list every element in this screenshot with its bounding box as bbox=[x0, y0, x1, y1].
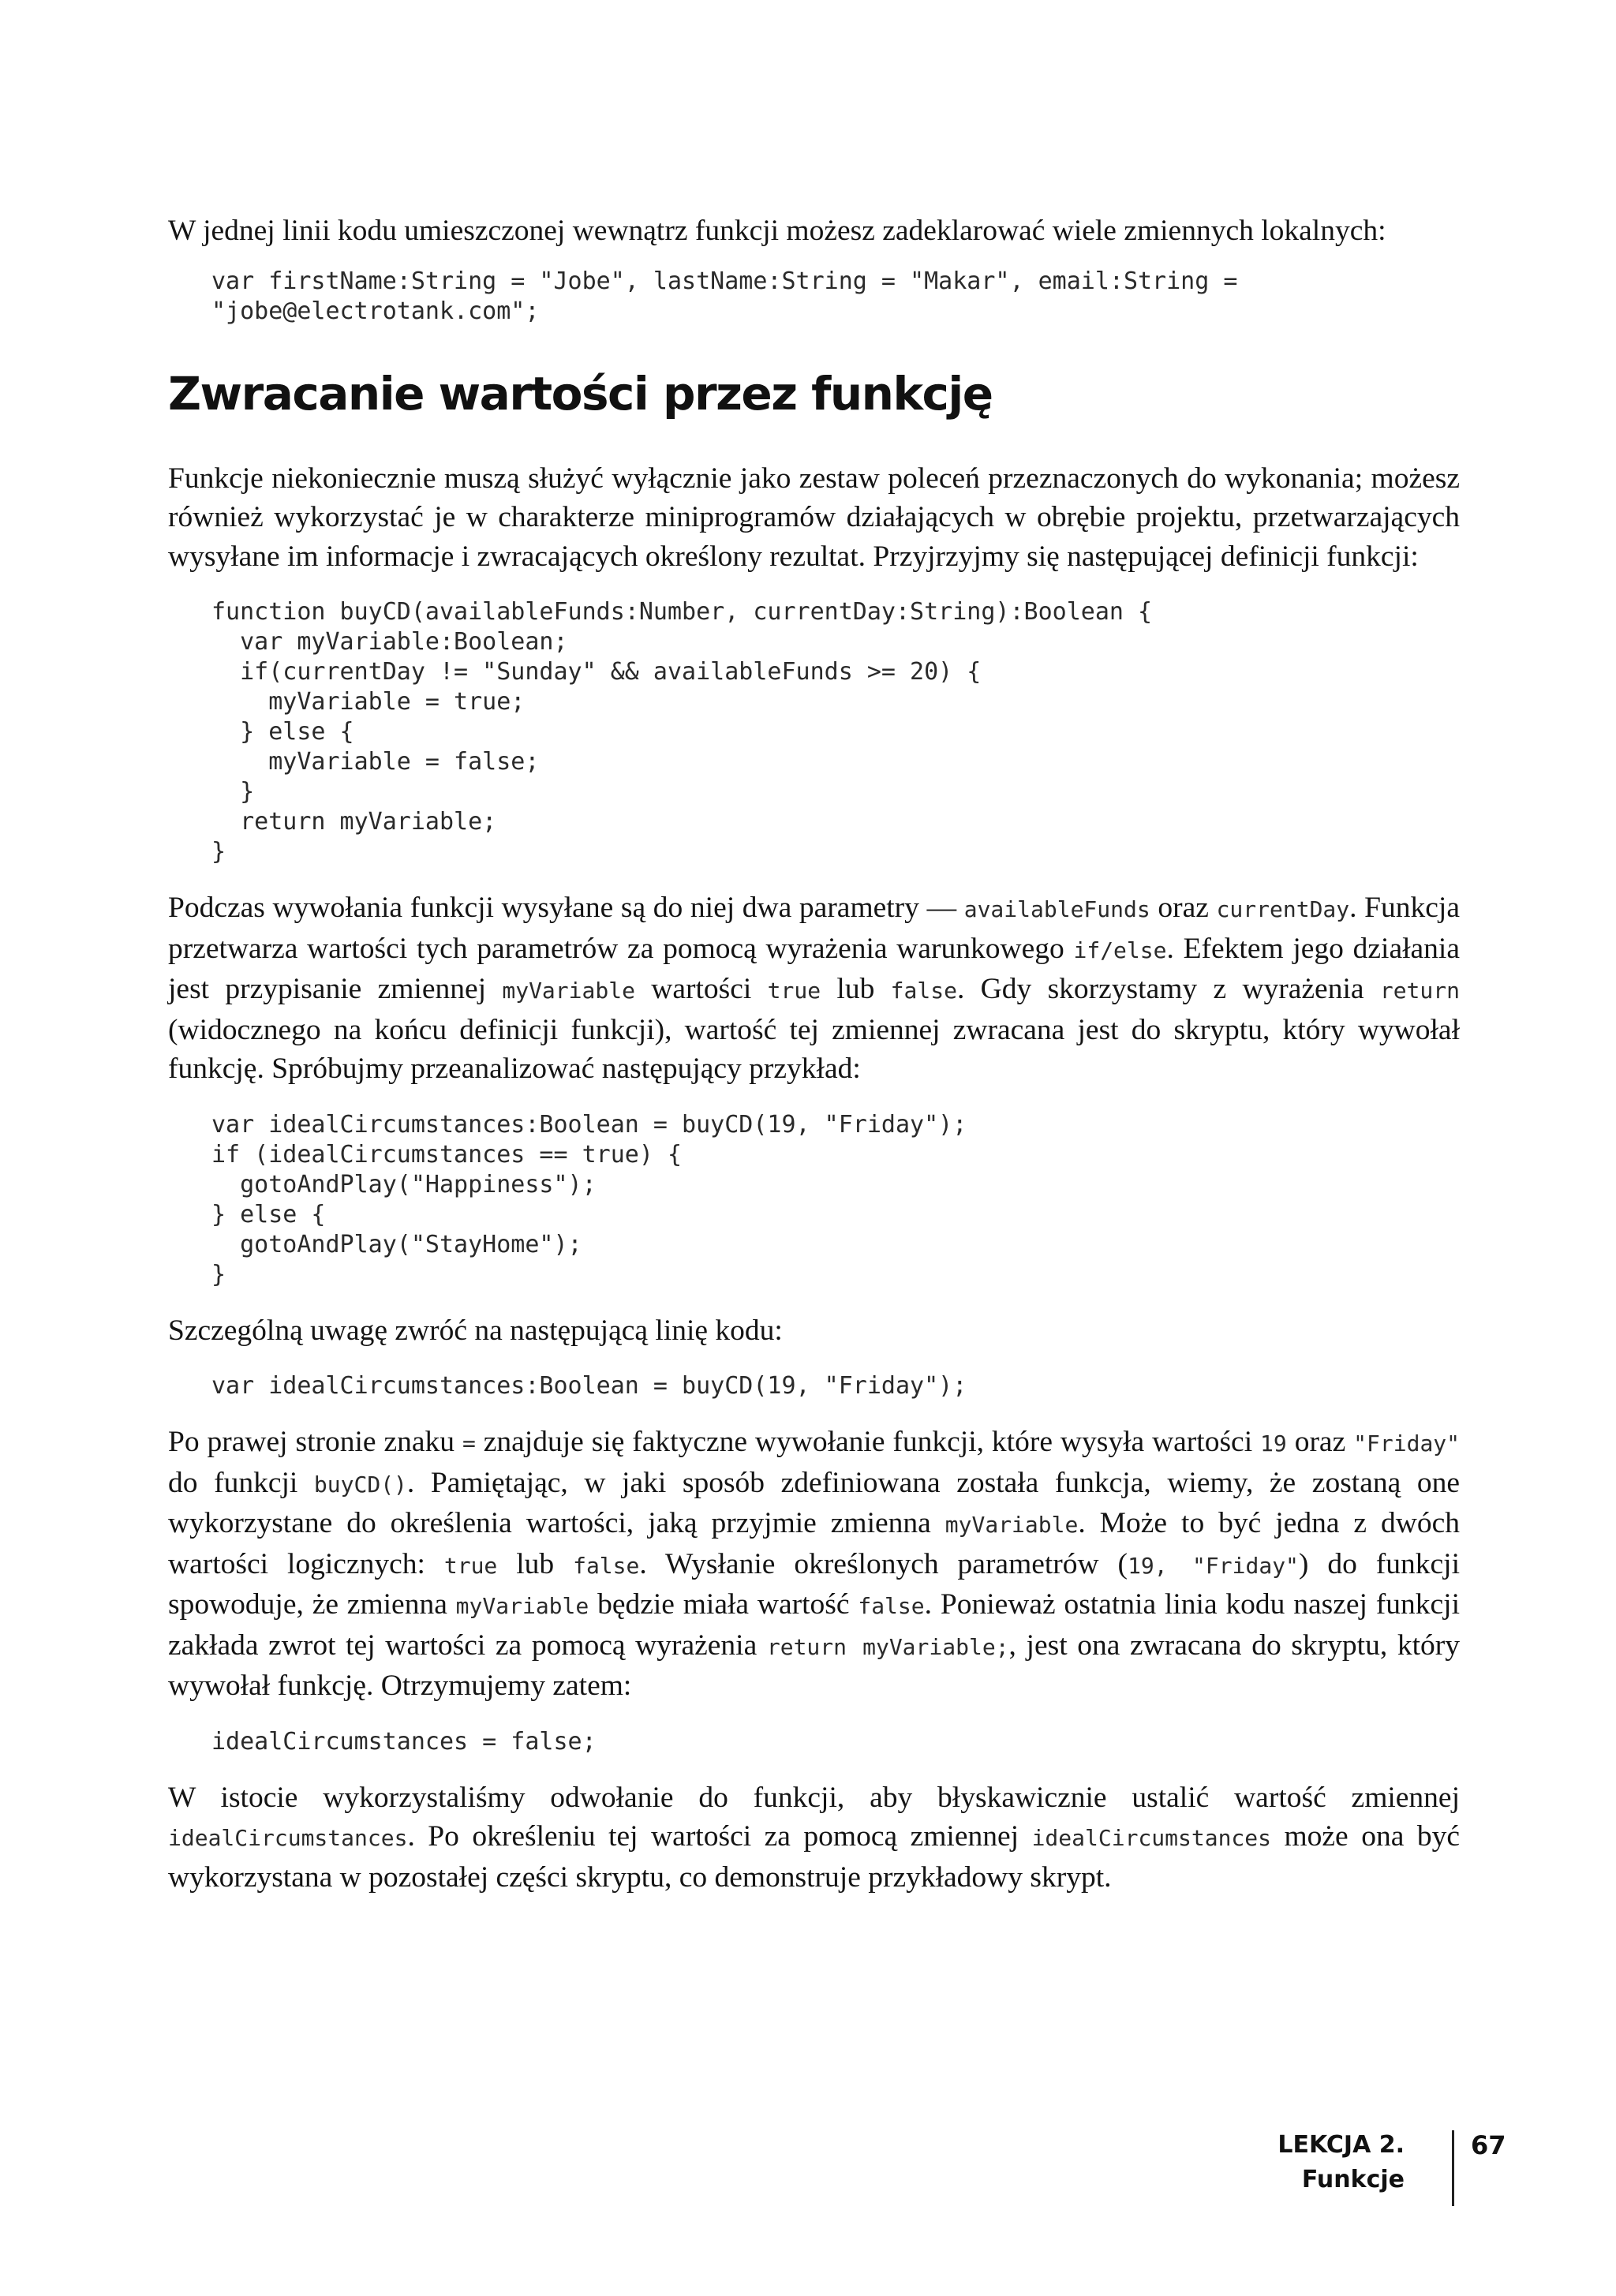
inline-code: currentDay bbox=[1216, 896, 1350, 922]
inline-code: myVariable bbox=[502, 978, 635, 1004]
text-run: . Efektem jego działania jest przypisanie zmiennej bbox=[168, 932, 1460, 1005]
page-content bbox=[168, 211, 1460, 1897]
inline-code: 19, "Friday" bbox=[1128, 1552, 1299, 1579]
code-block-single-line: var idealCircumstances:Boolean = buyCD(19, "Friday"); bbox=[211, 1372, 967, 1400]
paragraph-attention: Szczególną uwagę zwróć na następującą linię kodu: bbox=[168, 1314, 783, 1347]
text-run: do funkcji bbox=[168, 1466, 314, 1499]
text-run: ) do funkcji spowoduje, że zmienna bbox=[168, 1547, 1461, 1621]
inline-code: true bbox=[443, 1552, 498, 1579]
footer-lesson-label: LEKCJA 2. bbox=[1277, 2131, 1405, 2159]
footer-divider bbox=[1452, 2130, 1454, 2206]
footer-topic-label: Funkcje bbox=[1301, 2166, 1405, 2193]
inline-code: buyCD() bbox=[313, 1471, 407, 1498]
code-block-result: idealCircumstances = false; bbox=[211, 1727, 597, 1756]
text-run: oraz bbox=[1286, 1426, 1354, 1458]
inline-code: myVariable bbox=[945, 1512, 1079, 1538]
text-run: lub bbox=[821, 973, 891, 1005]
code-block-buycd-definition: function buyCD(availableFunds:Number, currentDay:String):Boolean { var myVariable:Boolean; if(currentDay != "Sunday" && availableFunds >= 20) { myVariable = true; } else { myVariable = false; } return myVariable; } bbox=[211, 598, 1153, 866]
text-run: . Po określeniu tej wartości za pomocą zmiennej bbox=[407, 1820, 1032, 1853]
inline-code: idealCircumstances bbox=[1031, 1825, 1271, 1851]
text-run: . Gdy skorzystamy z wyrażenia bbox=[956, 973, 1380, 1005]
text-run: (widocznego na końcu definicji funkcji), wartość tej zmiennej zwracana jest do skryptu, który wywołał funkcję. Spróbujmy przeanalizować następujący przykład: bbox=[168, 1013, 1460, 1085]
code-block-example-call: var idealCircumstances:Boolean = buyCD(19, "Friday"); if (idealCircumstances == true) { gotoAndPlay("Happiness"); } else { gotoAndPlay("StayHome"); } bbox=[211, 1110, 967, 1288]
paragraph-function-purpose: Funkcje niekoniecznie muszą służyć wyłącznie jako zestaw poleceń przeznaczonych do wykonania; możesz również wykorzystać je w charakterze miniprogramów działających w obrębie projektu, przetwarzających wysyłane im informacje i zwracających określony rezultat. Przyjrzyjmy się następującej definicji funkcji: bbox=[168, 462, 1460, 573]
inline-code: return bbox=[1379, 978, 1460, 1004]
inline-code: false bbox=[573, 1552, 640, 1579]
page-footer bbox=[1262, 2130, 1506, 2209]
inline-code: myVariable bbox=[455, 1593, 589, 1619]
text-run: Po prawej stronie znaku bbox=[168, 1426, 462, 1458]
text-run: . Ponieważ ostatnia linia kodu naszej funkcji zakłada zwrot tej wartości za pomocą wyrażenia bbox=[168, 1588, 1460, 1662]
text-run: znajduje się faktyczne wywołanie funkcji, które wysyła wartości bbox=[475, 1426, 1261, 1458]
text-run: oraz bbox=[1150, 892, 1217, 924]
text-run: . Wysłanie określonych parametrów ( bbox=[639, 1547, 1128, 1580]
text-run: . Może to być jedna z dwóch wartości logicznych: bbox=[168, 1507, 1460, 1580]
text-run: W istocie wykorzystaliśmy odwołanie do funkcji, aby błyskawicznie ustalić wartość zmiennej bbox=[168, 1781, 1460, 1814]
inline-code: if/else bbox=[1073, 937, 1167, 963]
text-run: lub bbox=[497, 1547, 574, 1580]
inline-code: true bbox=[767, 978, 821, 1004]
inline-code: = bbox=[462, 1430, 476, 1457]
inline-code: false bbox=[858, 1593, 925, 1619]
text-run: wartości bbox=[634, 973, 768, 1005]
inline-code: availableFunds bbox=[963, 896, 1150, 922]
inline-code: 19 bbox=[1260, 1430, 1287, 1457]
page-number: 67 bbox=[1471, 2130, 1506, 2160]
text-run: , jest ona zwracana do skryptu, który wywołał funkcję. Otrzymujemy zatem: bbox=[168, 1629, 1460, 1702]
section-heading: Zwracanie wartości przez funkcję bbox=[168, 366, 993, 421]
text-run: może ona być wykorzystana w pozostałej części skryptu, co demonstruje przykładowy skrypt. bbox=[168, 1820, 1460, 1894]
inline-code: return myVariable; bbox=[766, 1633, 1009, 1660]
text-run: będzie miała wartość bbox=[589, 1588, 858, 1621]
text-run: Podczas wywołania funkcji wysyłane są do niej dwa parametry — bbox=[168, 892, 964, 924]
paragraph-explanation bbox=[168, 1423, 1460, 1706]
text-run: . Funkcja przetwarza wartości tych parametrów za pomocą wyrażenia warunkowego bbox=[168, 892, 1460, 965]
paragraph-parameters bbox=[168, 888, 1460, 1089]
inline-code: idealCircumstances bbox=[168, 1825, 408, 1851]
code-block-variables: var firstName:String = "Jobe", lastName:String = "Makar", email:String = "jobe@electrotank.com"; bbox=[211, 267, 1238, 325]
inline-code: "Friday" bbox=[1353, 1430, 1461, 1457]
inline-code: false bbox=[890, 978, 957, 1004]
paragraph-conclusion bbox=[168, 1778, 1460, 1898]
intro-paragraph: W jednej linii kodu umieszczonej wewnątrz funkcji możesz zadeklarować wiele zmiennych lokalnych: bbox=[168, 215, 1386, 247]
text-run: . Pamiętając, w jaki sposób zdefiniowana została funkcja, wiemy, że zostaną one wykorzystane do określenia wartości, jaką przyjmie zmienna bbox=[168, 1466, 1460, 1539]
